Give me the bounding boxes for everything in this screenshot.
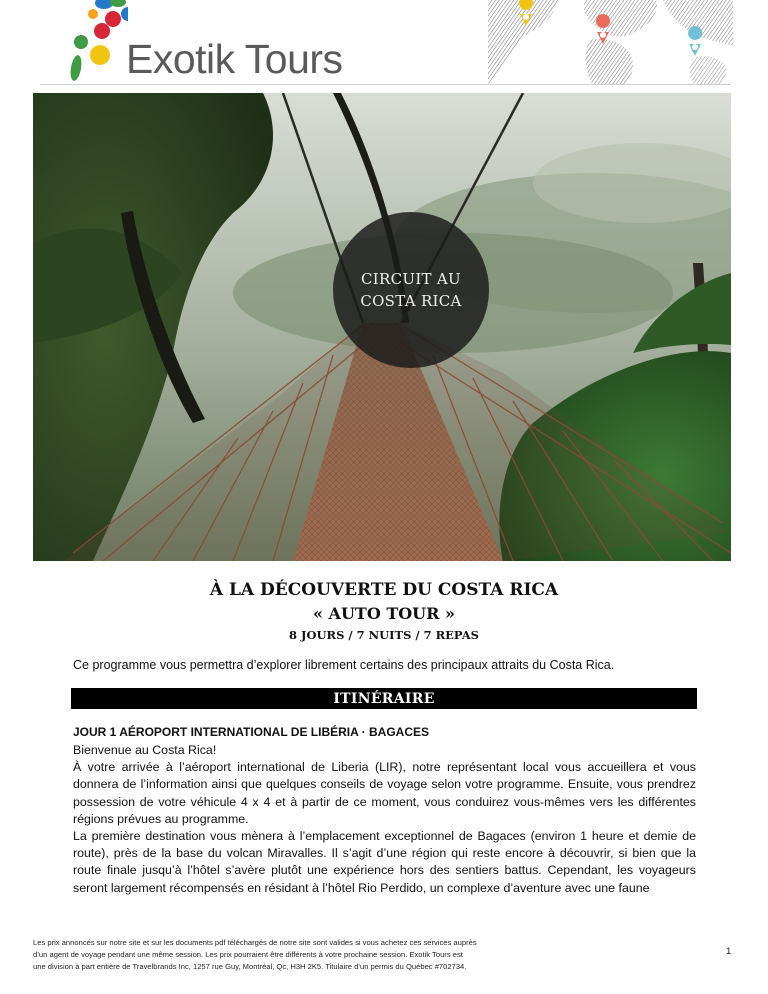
circuit-badge (333, 212, 489, 368)
footer-line: Les prix annoncés sur notre site et sur les documents pdf téléchargés de notre site sont valides si vous achetez ces services auprès (33, 938, 477, 947)
world-map-icon (488, 0, 733, 84)
day-1-paragraph: À votre arrivée à l’aéroport international de Liberia (LIR), notre représentant local vous accueillera et vous donnera de l’information ainsi que quelques conseils de voyage selon votre programme. Ensuite, vous prendrez possession de votre véhicule 4 x 4 et à partir de ce moment, vous conduirez vous-mêmes vers les différentes régions prévues au programme. (73, 760, 696, 826)
hero-image (33, 93, 731, 561)
page-subtitle: « AUTO TOUR » (312, 604, 455, 623)
day-1-description (73, 742, 696, 897)
intro-text: Ce programme vous permettra d’explorer librement certains des principaux attraits du Costa Rica. (73, 658, 615, 672)
day-1-paragraph: La première destination vous mènera à l’emplacement exceptionnel de Bagaces (environ 1 heure et demie de route), près de la base du volcan Miravalles. Il s’agit d’une région qui reste encore à découvrir, si bien que la route finale jusqu’à l’hôtel s’avère plutôt une expérience hors des sentiers battus. Cependant, les voyageurs seront largement récompensés en résidant à l’hôtel Rio Perdido, un complexe d’aventure avec une faune (73, 829, 696, 895)
header-divider (40, 84, 730, 85)
trip-duration: 8 JOURS / 7 NUITS / 7 REPAS (289, 628, 479, 642)
badge-line-2: COSTA RICA (360, 292, 462, 310)
brand-logo (66, 0, 346, 86)
page-title: À LA DÉCOUVERTE DU COSTA RICA (209, 580, 559, 600)
day-1-title: JOUR 1 AÉROPORT INTERNATIONAL DE LIBÉRIA · BAGACES (73, 725, 430, 739)
brand-name: Exotik Tours (126, 36, 343, 82)
footer-line: d’un agent de voyage pendant une même session. Les prix pourraient être différents à votre prochaine session. Exotik Tours est (33, 950, 463, 959)
day-1-paragraph: Bienvenue au Costa Rica! (73, 743, 217, 757)
badge-line-1: CIRCUIT AU (361, 270, 461, 288)
legal-footer (33, 937, 573, 973)
logo-dots-icon (66, 0, 128, 86)
itinerary-heading: ITINÉRAIRE (333, 690, 435, 707)
itinerary-heading-bar (71, 688, 697, 709)
footer-line: une division à part entière de Travelbrands Inc, 1257 rue Guy, Montréal, Qc, H3H 2K5. Titulaire d’un permis du Québec #702734. (33, 962, 467, 971)
page-number: 1 (726, 946, 732, 957)
page-header (0, 0, 768, 86)
